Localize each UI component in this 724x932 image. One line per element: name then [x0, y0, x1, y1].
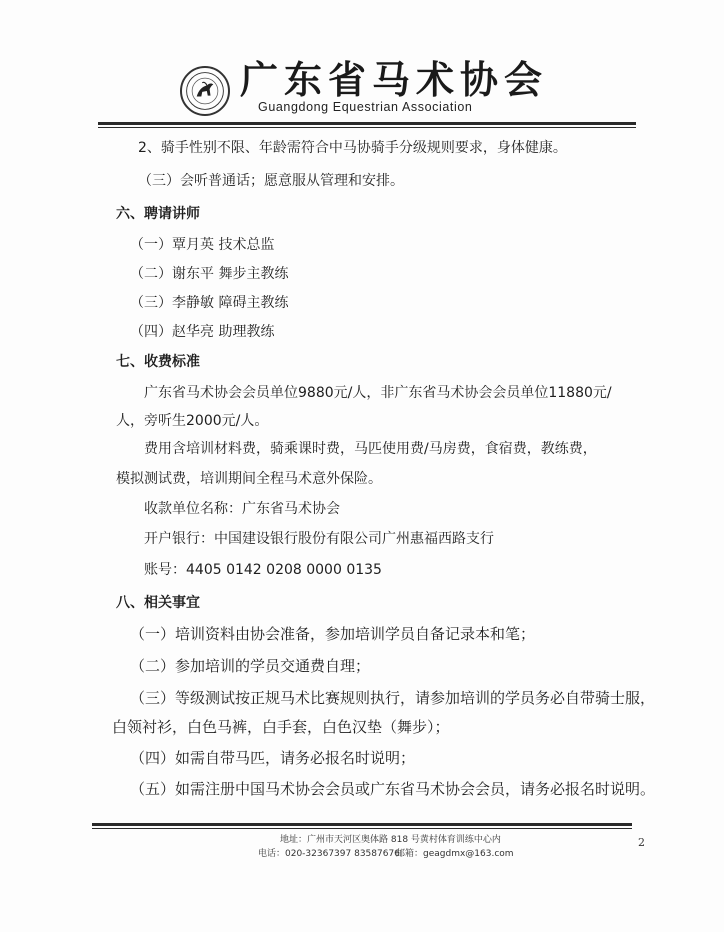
text-line: 收款单位名称：广东省马术协会: [144, 501, 340, 517]
text-line: 白领衬衫，白色马裤，白手套，白色汉垫（舞步）；: [112, 718, 450, 736]
text-line: 2、骑手性别不限、年龄需符合中马协骑手分级规则要求，身体健康。: [138, 140, 567, 156]
footer-rule-thin: [92, 828, 632, 829]
text-line: （五）如需注册中国马术协会会员或广东省马术协会会员，请务必报名时说明。: [130, 780, 656, 798]
text-line: （三）会听普通话；愿意服从管理和安排。: [138, 173, 404, 189]
text-line: （三）李静敏 障碍主教练: [130, 295, 289, 311]
section-heading: 八、相关事宜: [116, 595, 200, 611]
section-heading: 七、收费标准: [116, 354, 200, 370]
org-name-english: Guangdong Equestrian Association: [258, 100, 473, 114]
text-line: （三）等级测试按正规马术比赛规则执行，请参加培训的学员务必自带骑士服，: [130, 689, 656, 707]
header-rule-thick: [98, 122, 636, 125]
text-line: 费用含培训材料费，骑乘课时费，马匹使用费/马房费，食宿费，教练费，: [144, 441, 597, 457]
footer-email: 邮箱：geagdmx@163.com: [396, 849, 514, 859]
text-line: 人，旁听生2000元/人。: [116, 413, 269, 429]
text-line: （二）谢东平 舞步主教练: [130, 266, 289, 282]
text-line: 账号：4405 0142 0208 0000 0135: [144, 562, 382, 578]
text-line: 广东省马术协会会员单位9880元/人，非广东省马术协会会员单位11880元/: [144, 385, 612, 401]
text-line: 开户银行：中国建设银行股份有限公司广州惠福西路支行: [144, 531, 494, 547]
org-name-chinese: 广东省马术协会: [240, 57, 549, 102]
footer-address: 地址：广州市天河区奥体路 818 号黄村体育训练中心内: [280, 835, 501, 845]
footer-phone: 电话：020-32367397 83587676: [258, 849, 400, 859]
text-line: （四）如需自带马匹，请务必报名时说明；: [130, 749, 416, 767]
text-line: （四）赵华亮 助理教练: [130, 324, 275, 340]
text-line: （二）参加培训的学员交通费自理；: [130, 657, 371, 675]
text-line: 模拟测试费，培训期间全程马术意外保险。: [116, 471, 382, 487]
header-rule-thin: [98, 127, 636, 128]
section-heading: 六、聘请讲师: [116, 206, 200, 222]
association-logo-icon: [180, 66, 230, 116]
footer-rule-thick: [92, 823, 632, 826]
page-number: 2: [638, 836, 645, 849]
text-line: （一）覃月英 技术总监: [130, 237, 275, 253]
text-line: （一）培训资料由协会准备，参加培训学员自备记录本和笔；: [130, 625, 536, 643]
